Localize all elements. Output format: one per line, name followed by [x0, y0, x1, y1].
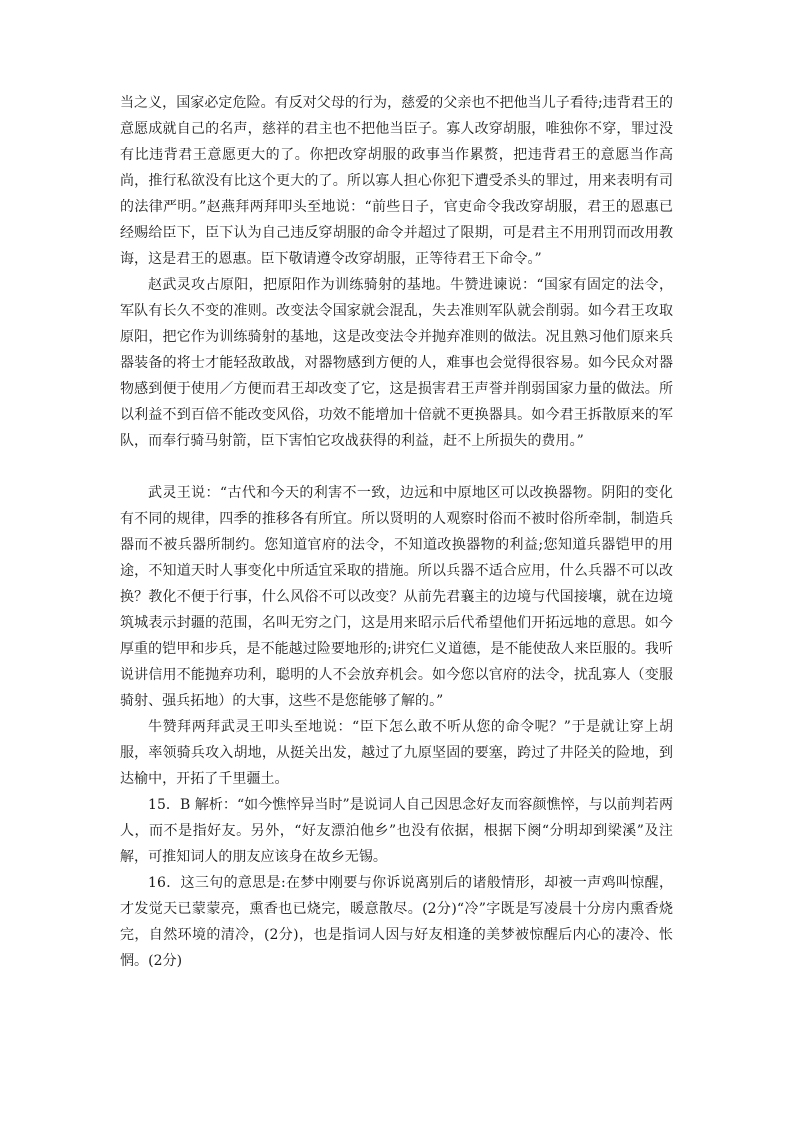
paragraph-zhao-yan-continuation: 当之义，国家必定危险。有反对父母的行为，慈爱的父亲也不把他当儿子看待;违背君王的意愿成就自己的名声，慈祥的君主也不把他当臣子。寡人改穿胡服，唯独你不穿，罪过没有比违背君王意愿更大的了。你把改穿胡服的政事当作累赘，把违背君王的意愿当作高尚，推行私欲没有比这个更大的了。所以寡人担心你犯下遭受杀头的罪过，用来表明有司的法律严明。”赵燕拜两拜叩头至地说：“前些日子，官吏命令我改穿胡服，君王的恩惠已经赐给臣下，臣下认为自己违反穿胡服的命令并超过了限期，可是君主不用刑罚而改用教诲，这是君王的恩惠。臣下敬请遵令改穿胡服，正等待君王下命令。” [120, 95, 673, 267]
paragraph-niu-zan-obeys: 牛赞拜两拜武灵王叩头至地说：“臣下怎么敢不听从您的命令呢？”于是就让穿上胡服，率领骑兵攻入胡地，从挺关出发，越过了九原坚固的要塞，跨过了井陉关的险地，到达榆中，开拓了千里疆土。 [120, 719, 673, 787]
answer-question-16: 16．这三句的意思是:在梦中刚要与你诉说离别后的诸般情形，却被一声鸡叫惊醒，才发觉天已蒙蒙亮，熏香也已烧完，暖意散尽。(2分)“冷”字既是写凌晨十分房内熏香烧完，自然环境的清冷，(2分)，也是指词人因与好友相逢的美梦被惊醒后内心的凄冷、怅惘。(2分) [120, 875, 673, 969]
paragraph-wuling-reply: 武灵王说：“古代和今天的利害不一致，边远和中原地区可以改换器物。阴阳的变化有不同的规律，四季的推移各有所宜。所以贤明的人观察时俗而不被时俗所牵制，制造兵器而不被兵器所制约。您知道官府的法令，不知道改换器物的利益;您知道兵器铠甲的用途，不知道天时人事变化中所适宜采取的措施。所以兵器不适合应用，什么兵器不可以改换？教化不便于行事，什么风俗不可以改变？从前先君襄主的边境与代国接壤，就在边境筑城表示封疆的范围，名叫无穷之门，这是用来昭示后代希望他们开拓远地的意思。如今厚重的铠甲和步兵，是不能越过险要地形的;讲究仁义道德，是不能使敌人来臣服的。我听说讲信用不能抛弃功利，聪明的人不会放弃机会。如今您以官府的法令，扰乱寡人（变服骑射、强兵拓地）的大事，这些不是您能够了解的。” [120, 485, 673, 709]
paragraph-niu-zan-remonstrance: 赵武灵攻占原阳，把原阳作为训练骑射的基地。牛赞进谏说：“国家有固定的法令，军队有长久不变的准则。改变法令国家就会混乱，失去准则军队就会削弱。如今君王攻取原阳，把它作为训练骑射的基地，这是改变法令并抛弃准则的做法。况且熟习他们原来兵器装备的将士才能轻敌敢战，对器物感到方便的人，难事也会觉得很容易。如今民众对器物感到便于使用／方便而君王却改变了它，这是损害君王声誉并削弱国家力量的做法。所以利益不到百倍不能改变风俗，功效不能增加十倍就不更换器具。如今君王拆散原来的军队，而奉行骑马射箭，臣下害怕它攻战获得的利益，赶不上所损失的费用。” [120, 277, 673, 449]
answer-question-15: 15．B 解析：“如今憔悴异当时”是说词人自己因思念好友而容颜憔悴，与以前判若两人，而不是指好友。另外，“好友漂泊他乡”也没有依据，根据下阕“分明却到梁溪”及注解，可推知词人的朋友应该身在故乡无锡。 [120, 797, 673, 865]
document-page [120, 90, 673, 974]
